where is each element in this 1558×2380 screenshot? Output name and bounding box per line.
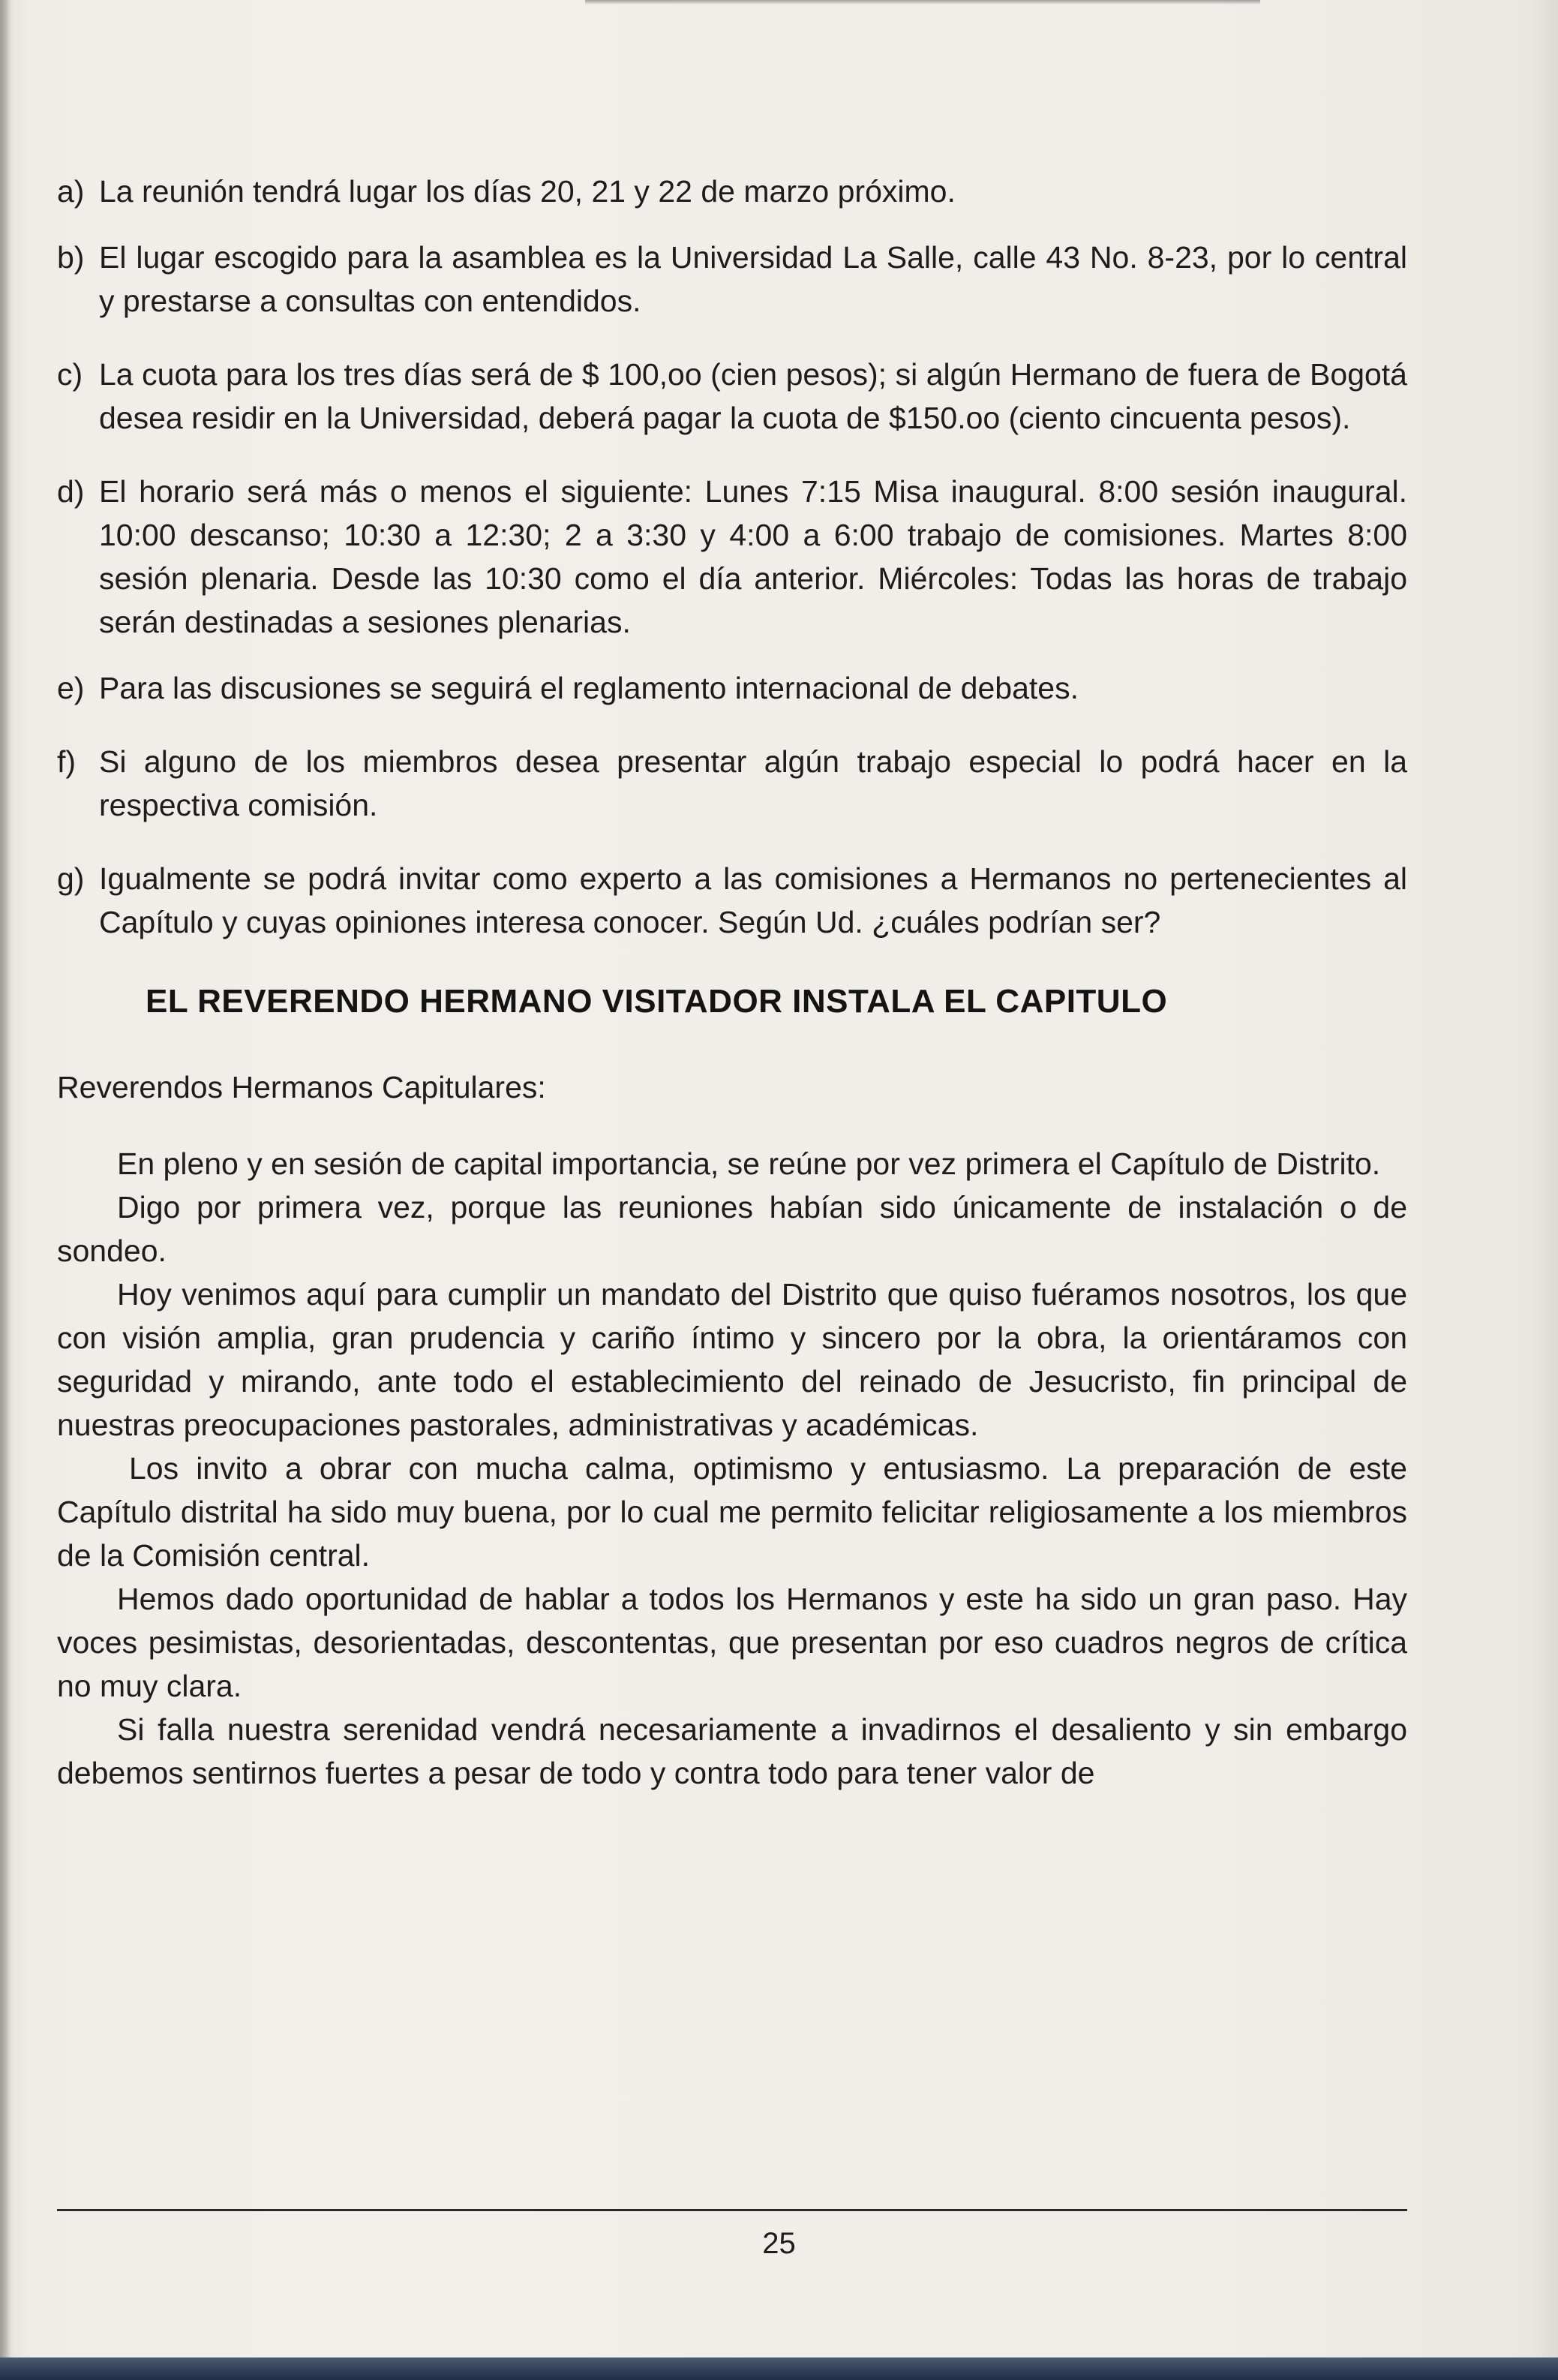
list-item (57, 170, 1407, 213)
section-heading: EL REVERENDO HERMANO VISITADOR INSTALA EL CAPITULO (146, 983, 1168, 1020)
list-item-label: c) (57, 357, 83, 392)
list-item-text: El lugar escogido para la asamblea es la Universidad La Salle, calle 43 No. 8-23, por lo central y prestarse a consultas con entendidos. (99, 240, 1407, 318)
page-number: 25 (762, 2227, 796, 2260)
paragraph: En pleno y en sesión de capital importancia, se reúne por vez primera el Capítulo de Distrito. (117, 1146, 1381, 1181)
list-item-label: e) (57, 671, 85, 705)
paragraph: Hemos dado oportunidad de hablar a todos los Hermanos y este ha sido un gran paso. Hay voces pesimistas, desorientadas, descontentas, que presentan por eso cuadros negros de crítica no muy clara. (57, 1582, 1407, 1703)
list-item-label: d) (57, 474, 85, 509)
list-item (57, 236, 1407, 323)
page-top-shadow (585, 0, 1260, 5)
list-item-text: La cuota para los tres días será de $ 100,oo (cien pesos); si algún Hermano de fuera de Bogotá desea residir en la Universidad, deberá pagar la cuota de $150.oo (ciento cincuenta pesos). (99, 357, 1407, 435)
list-item-label: a) (57, 174, 85, 209)
list-item-text: El horario será más o menos el siguiente: Lunes 7:15 Misa inaugural. 8:00 sesión inaugural. 10:00 descanso; 10:30 a 12:30; 2 a 3:30 y 4:00 a 6:00 trabajo de comisiones. Martes 8:00 sesión plenaria. Desde las 10:30 como el día anterior. Miércoles: Todas las horas de trabajo serán destinadas a sesiones plenarias. (99, 474, 1407, 639)
list-item-text: Para las discusiones se seguirá el reglamento internacional de debates. (99, 671, 1079, 705)
list-item-label: b) (57, 240, 85, 275)
footer-rule (57, 2209, 1407, 2211)
list-item-label: g) (57, 861, 85, 896)
list-item (57, 353, 1407, 440)
background-surface (0, 2357, 1558, 2380)
paragraph: Si falla nuestra serenidad vendrá necesariamente a invadirnos el desaliento y sin embargo debemos sentirnos fuertes a pesar de todo y contra todo para tener valor de (57, 1712, 1407, 1790)
paragraph: Digo por primera vez, porque las reuniones habían sido únicamente de instalación o de sondeo. (57, 1190, 1407, 1268)
paragraph: Los invito a obrar con mucha calma, optimismo y entusiasmo. La preparación de este Capítulo distrital ha sido muy buena, por lo cual me permito felicitar religiosamente a los miembros de la Comisión central. (57, 1451, 1407, 1573)
list-item-text: Igualmente se podrá invitar como experto a las comisiones a Hermanos no pertenecientes al Capítulo y cuyas opiniones interesa conocer. Según Ud. ¿cuáles podrían ser? (99, 861, 1407, 939)
list-item (57, 740, 1407, 827)
salutation: Reverendos Hermanos Capitulares: (57, 1070, 546, 1104)
list-item (57, 666, 1407, 710)
list-item (57, 470, 1407, 644)
page-content (57, 170, 1407, 1795)
paragraph: Hoy venimos aquí para cumplir un mandato del Distrito que quiso fuéramos nosotros, los que con visión amplia, gran prudencia y cariño íntimo y sincero por la obra, la orientáramos con seguridad y mirando, ante todo el establecimiento del reinado de Jesucristo, fin principal de nuestras preocupaciones pastorales, administrativas y académicas. (57, 1277, 1407, 1442)
list-item (57, 857, 1407, 944)
list-item-text: Si alguno de los miembros desea presentar algún trabajo especial lo podrá hacer en la respectiva comisión. (99, 744, 1407, 822)
list-item-label: f) (57, 744, 77, 779)
list-item-text: La reunión tendrá lugar los días 20, 21 y 22 de marzo próximo. (99, 174, 956, 209)
